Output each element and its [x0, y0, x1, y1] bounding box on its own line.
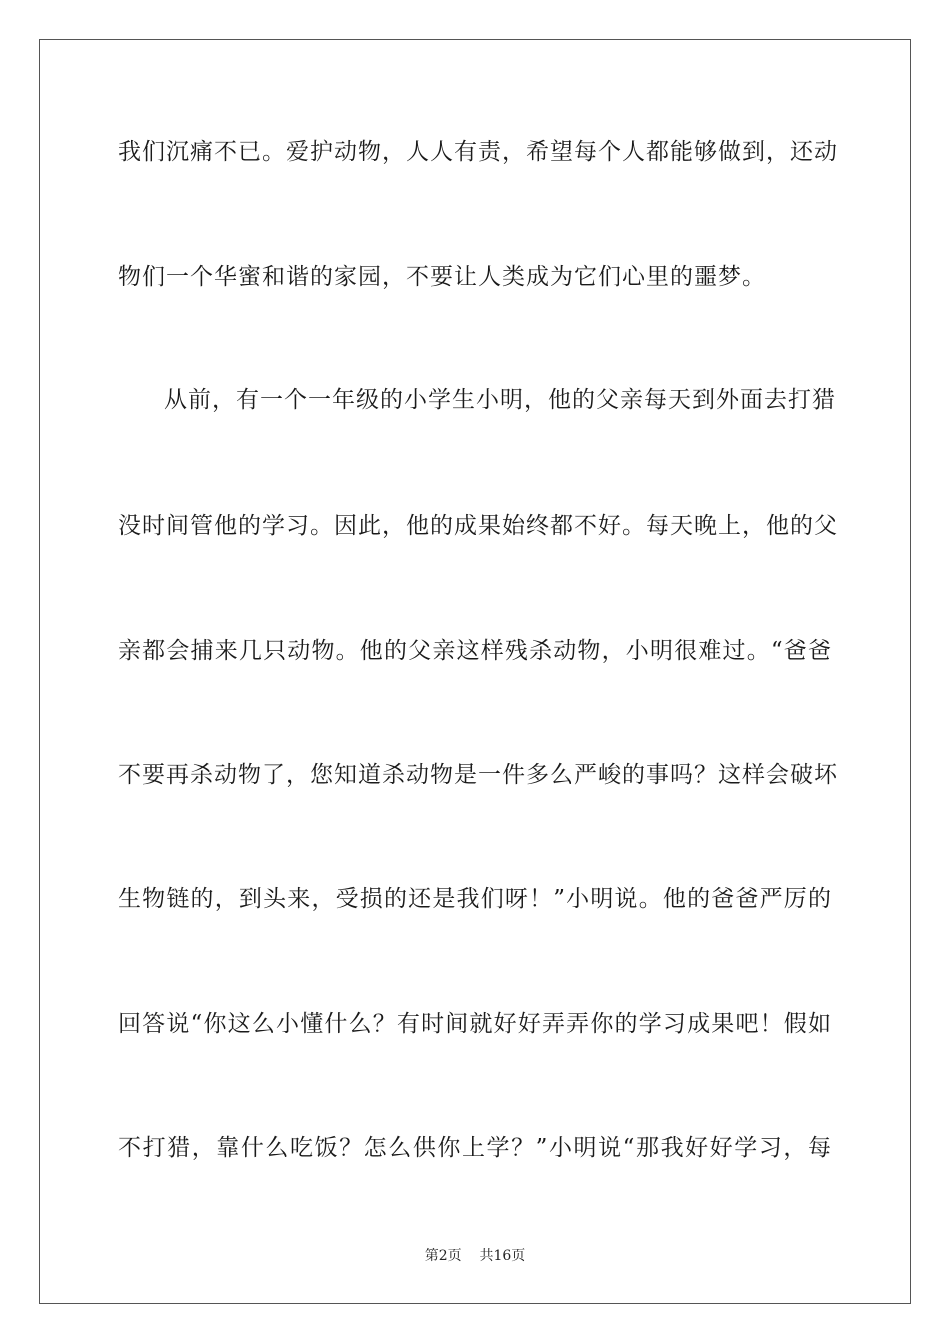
text-line-1: 我们沉痛不已。爱护动物，人人有责，希望每个人都能够做到，还动: [118, 139, 838, 165]
text-line-5: 亲都会捕来几只动物。他的父亲这样残杀动物，小明很难过。“爸爸: [118, 638, 832, 664]
text-line-8: 回答说“你这么小懂什么？有时间就好好弄弄你的学习成果吧！假如: [118, 1011, 832, 1037]
text-line-2: 物们一个华蜜和谐的家园，不要让人类成为它们心里的噩梦。: [118, 264, 766, 290]
text-line-4: 没时间管他的学习。因此，他的成果始终都不好。每天晚上，他的父: [118, 513, 838, 539]
text-line-6: 不要再杀动物了，您知道杀动物是一件多么严峻的事吗？这样会破坏: [118, 762, 838, 788]
text-line-9: 不打猎，靠什么吃饭？怎么供你上学？”小明说“那我好好学习，每: [118, 1135, 832, 1161]
text-line-7: 生物链的，到头来，受损的还是我们呀！”小明说。他的爸爸严厉的: [118, 886, 832, 912]
page-total: 共16页: [479, 1248, 526, 1264]
footer-spacer: [462, 1248, 480, 1264]
page-border: [39, 39, 911, 1304]
text-line-3: 从前，有一个一年级的小学生小明，他的父亲每天到外面去打猎: [164, 387, 836, 413]
page-number: 第2页: [424, 1248, 462, 1264]
page-footer: [0, 1247, 950, 1265]
